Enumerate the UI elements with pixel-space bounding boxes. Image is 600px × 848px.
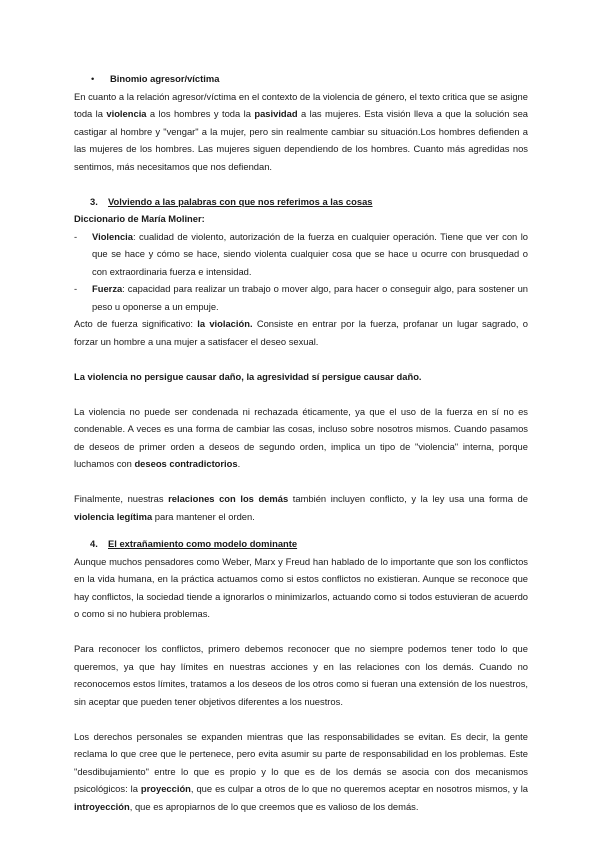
paragraph-relaciones: Finalmente, nuestras relaciones con los demás también incluyen conflicto, y la ley usa una forma de violencia legítima para mantener el orden. [74, 493, 528, 522]
section-number: 4. [90, 538, 98, 549]
paragraph-violencia-etica: La violencia no puede ser condenada ni rechazada éticamente, ya que el uso de la fuerza en sí no es condenable. A veces es una forma de cambiar las cosas, incluso sobre nosotros mismos. Cuando pasamos de deseos de primer orden a deseos de segundo orden, implica un tipo de "violencia" interna, porque luchamos con deseos contradictorios. [74, 405, 528, 469]
bullet-heading-binomio [74, 70, 528, 88]
section-title: El extrañamiento como modelo dominante [108, 538, 298, 549]
paragraph-limites: Para reconocer los conflictos, primero debemos reconocer que no siempre podemos tener todo lo que queremos, ya que hay límites en nuestras acciones y en las relaciones con los demás. Cuando no reconocemos estos límites, tratamos a los deseos de los otros como si fueran una extensión de los nuestros, sin aceptar que pueden tener objetivos diferentes a los nuestros. [74, 643, 528, 707]
paragraph-derechos: Los derechos personales se expanden mientras que las responsabilidades se evitan. Es decir, la gente reclama lo que cree que le pertenece, pero evita asumir su parte de responsabilidad en los problemas. Este "desdibujamiento" entre lo que es propio y lo que es de los demás se asocia con dos mecanismos psicológicos: la proyección, que es culpar a otros de lo que no queremos aceptar en nosotros mismos, y la introyección, que es apropiarnos de lo que creemos que es valioso de los demás. [74, 730, 528, 812]
document-body [74, 70, 528, 815]
section-heading-3 [74, 193, 528, 211]
section-title: Volviendo a las palabras con que nos referimos a las cosas [108, 195, 373, 207]
thesis-statement: La violencia no persigue causar daño, la agresividad sí persigue causar daño. [74, 370, 422, 382]
paragraph-pensadores: Aunque muchos pensadores como Weber, Marx y Freud han hablado de lo importante que son los conflictos en la vida humana, en la práctica actuamos como si estos conflictos no existieran. Aunque se reconoce que hay conflictos, la sociedad tiende a ignorarlos o minimizarlos, actuando como si todos estuvieran de acuerdo o como si no hubiera problemas. [74, 555, 528, 619]
paragraph-binomio: En cuanto a la relación agresor/víctima en el contexto de la violencia de género, el texto critica que se asigne toda la violencia a los hombres y toda la pasividad a las mujeres. Esta visión lleva a que la solución sea castigar al hombre y "vengar" a la mujer, pero sin realmente cambiar su situación.Los hombres defienden a las mujeres de los hombres. Las mujeres siguen dependiendo de los hombres. Cuanto más agredidas nos sentimos, más necesitamos que nos defiendan. [74, 90, 528, 172]
paragraph-acto-fuerza: Acto de fuerza significativo: la violación. Consiste en entrar por la fuerza, profanar un lugar sagrado, o forzar un hombre a una mujer a satisfacer el deseo sexual. [74, 318, 528, 347]
section-number: 3. [90, 195, 98, 207]
definition-violencia: - Violencia: cualidad de violento, autorización de la fuerza en cualquier operación. Tiene que ver con lo que se hace y cómo se hace, siendo violenta cualquier cosa que se hace u ocurre con brusquedad o con extraordinaria fuerza e intensidad. [74, 230, 528, 277]
definition-fuerza: - Fuerza: capacidad para realizar un trabajo o mover algo, para hacer o conseguir algo, para sostener un peso u oponerse a un empuje. [74, 283, 528, 312]
bullet-icon: • [91, 73, 95, 84]
dictionary-title: Diccionario de María Moliner: [74, 213, 205, 224]
bullet-heading-text: Binomio agresor/víctima [110, 73, 220, 84]
section-heading-4 [74, 535, 528, 553]
